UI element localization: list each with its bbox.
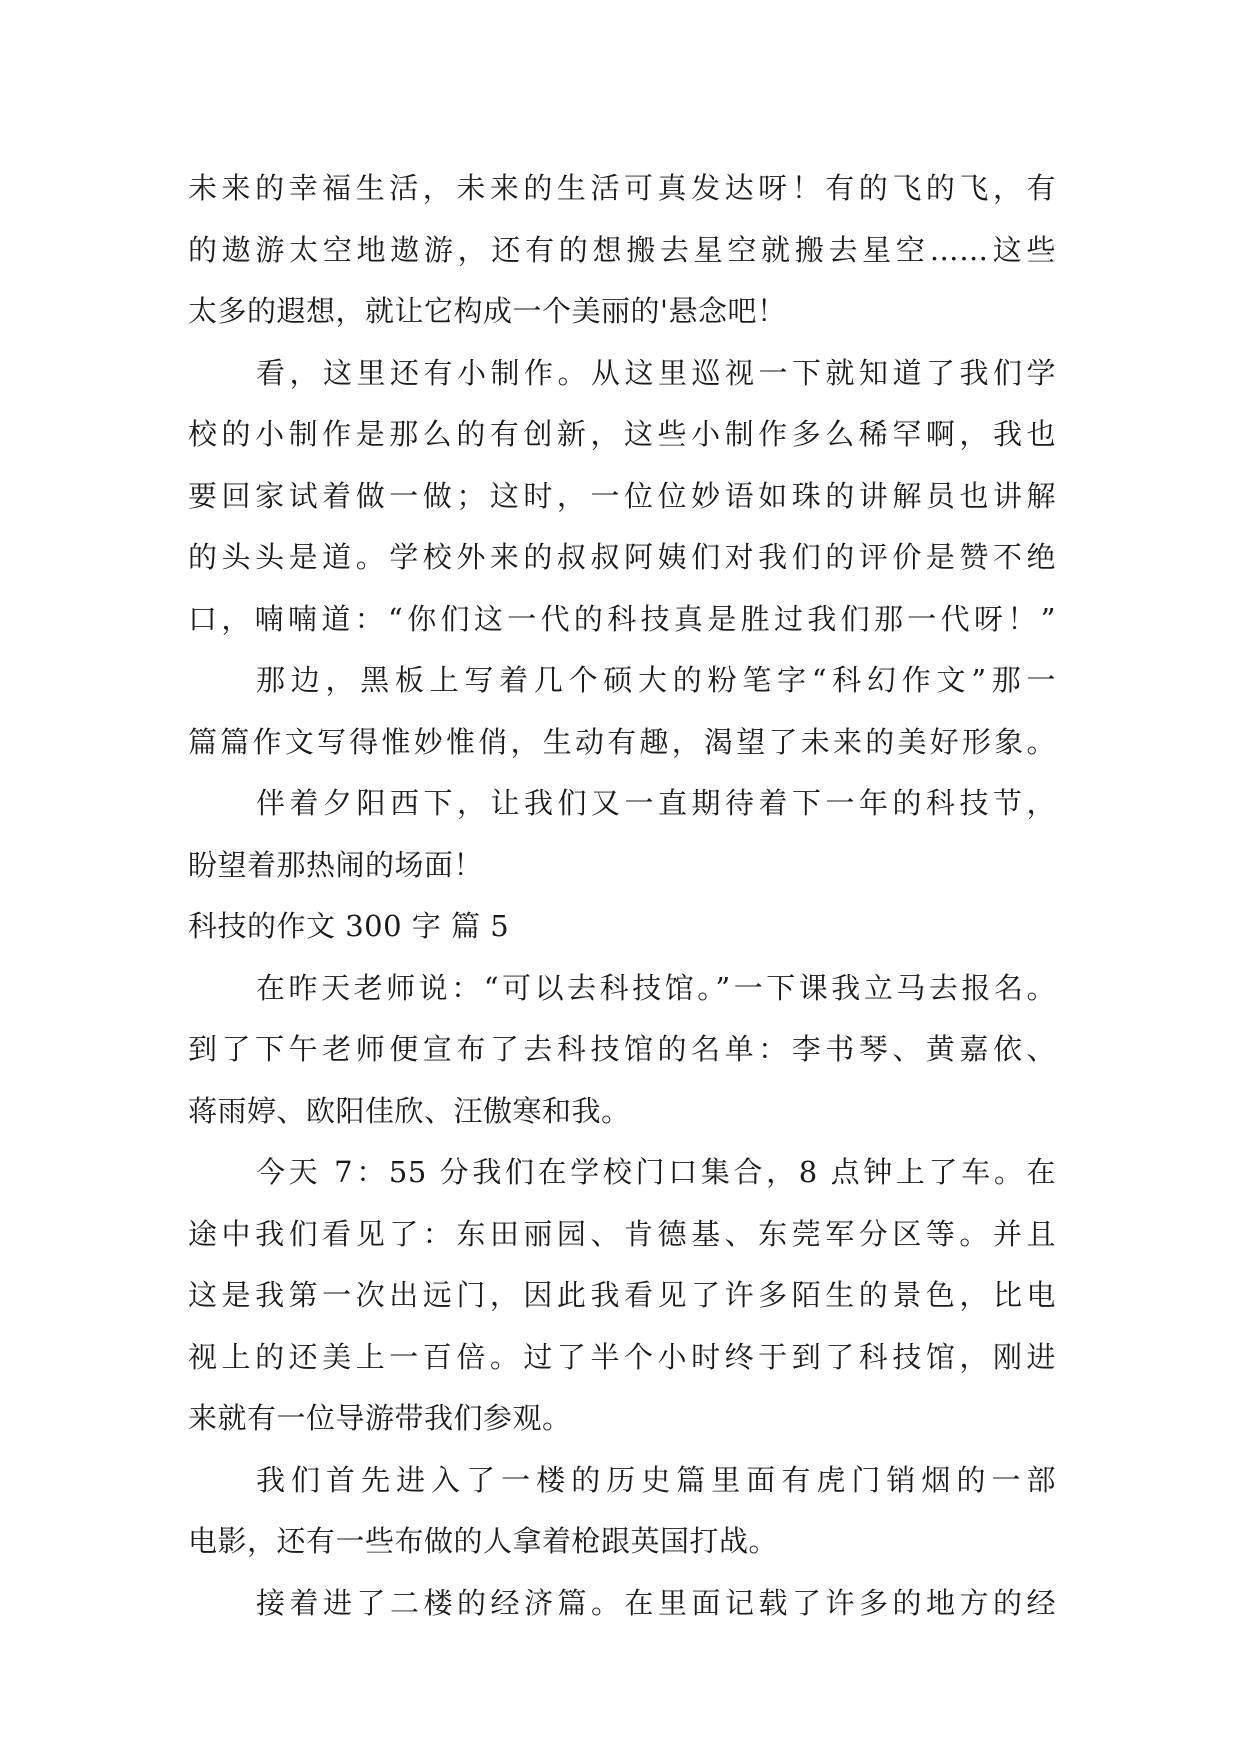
text-line: 电影，还有一些布做的人拿着枪跟英国打战。 <box>188 1524 779 1558</box>
text-line: 盼望着那热闹的场面！ <box>188 847 484 882</box>
text-line: 到了下午老师便宣布了去科技馆的名单：李书琴、黄嘉依、 <box>188 1032 1056 1066</box>
text-line: 视上的还美上一百倍。过了半个小时终于到了科技馆，刚进 <box>188 1339 1056 1374</box>
text-line: 要回家试着做一做；这时，一位位妙语如珠的讲解员也讲解 <box>188 478 1056 513</box>
text-line: 途中我们看见了：东田丽园、肯德基、东莞军分区等。并且 <box>188 1216 1056 1251</box>
text-line: 伴着夕阳西下，让我们又一直期待着下一年的科技节， <box>256 786 1056 820</box>
text-line: 的头头是道。学校外来的叔叔阿姨们对我们的评价是赞不绝 <box>188 540 1056 574</box>
text-line: 接着进了二楼的经济篇。在里面记载了许多的地方的经 <box>256 1585 1056 1620</box>
text-line: 蒋雨婷、欧阳佳欣、汪傲寒和我。 <box>188 1093 631 1128</box>
text-line: 口，喃喃道：“你们这一代的科技真是胜过我们那一代呀！” <box>188 601 1056 636</box>
text-line: 太多的遐想，就让它构成一个美丽的'悬念吧！ <box>188 294 787 328</box>
text-line: 来就有一位导游带我们参观。 <box>188 1401 572 1435</box>
text-line: 篇篇作文写得惟妙惟俏，生动有趣，渴望了未来的美好形象。 <box>188 724 1056 759</box>
text-line: 看，这里还有小制作。从这里巡视一下就知道了我们学 <box>256 355 1056 390</box>
text-line: 我们首先进入了一楼的历史篇里面有虎门销烟的一部 <box>256 1462 1056 1497</box>
section-heading: 科技的作文 300 字 篇 5 <box>188 909 510 943</box>
text-line: 那边，黑板上写着几个硕大的粉笔字“科幻作文”那一 <box>256 663 1056 697</box>
text-line: 这是我第一次出远门，因此我看见了许多陌生的景色，比电 <box>188 1278 1056 1312</box>
text-line: 在昨天老师说：“可以去科技馆。”一下课我立马去报名。 <box>256 970 1056 1005</box>
text-line: 未来的幸福生活，未来的生活可真发达呀！有的飞的飞，有 <box>188 171 1056 205</box>
text-line: 的遨游太空地遨游，还有的想搬去星空就搬去星空……这些 <box>188 232 1056 267</box>
document-body <box>188 158 1056 1634</box>
text-line: 今天 7：55 分我们在学校门口集合，8 点钟上了车。在 <box>256 1155 1056 1189</box>
text-line: 校的小制作是那么的有创新，这些小制作多么稀罕啊，我也 <box>188 417 1056 451</box>
